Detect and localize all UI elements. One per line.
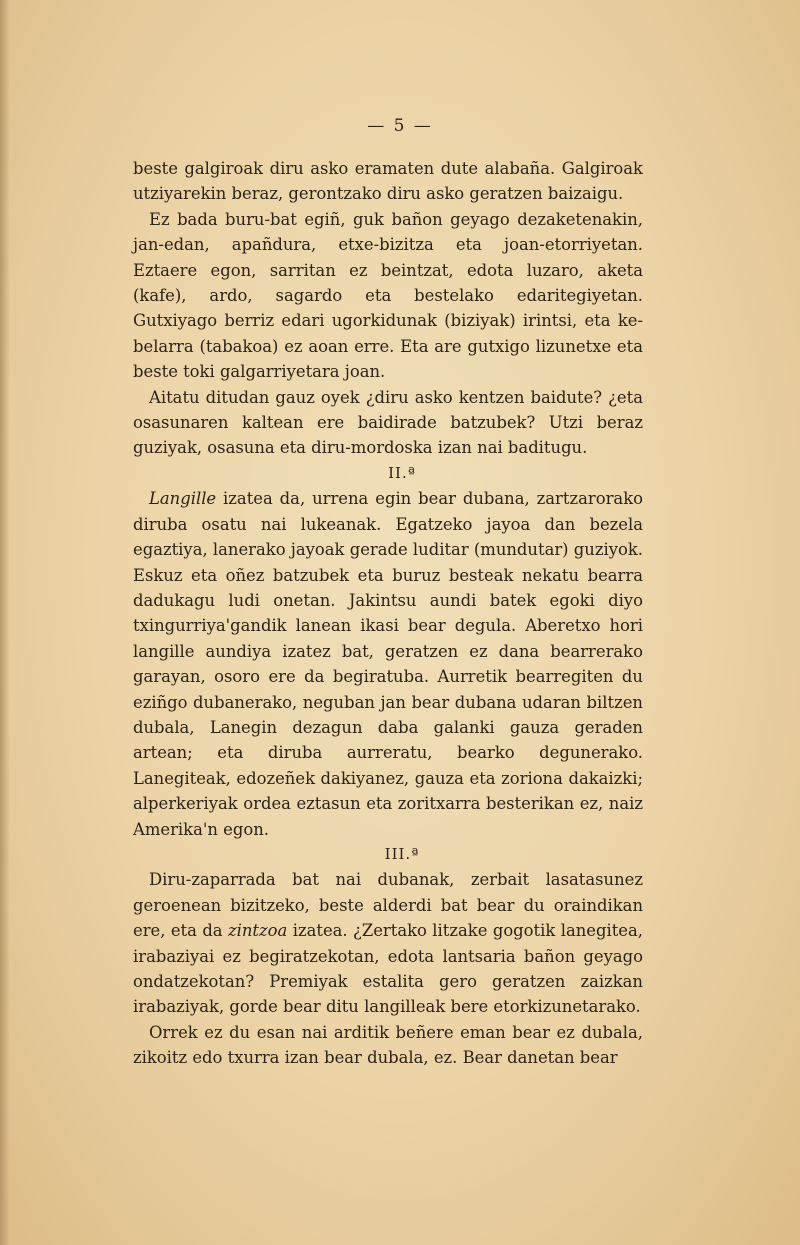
page-number: — 5 —	[367, 116, 433, 136]
paragraph-health: Aitatu ditudan gauz oyek ¿diru asko kentzen baidute? ¿eta osasunaren kaltean ere baidirade batzubek? Utzi beraz guziyak, osasuna eta diru-mordoska izan nai baditugu.	[133, 387, 643, 458]
paragraph-expenses: Ez bada buru-bat egiñ, guk bañon geyago dezaketenakin, jan-edan, apañdura, etxe-bizitza eta joan-etorriyetan. Eztaere egon, sarritan ez beintzat, edota luzaro, aketa (kafe), ardo, sagardo eta bestelako edaritegiyetan. Gutxiyago berriz edari ugorkidunak (biziyak) irintsi, eta ke-belarra (tabakoa) ez aoan erre. Eta are gutxigo lizunetxe eta beste toki galgarriyetara joan.	[133, 209, 643, 382]
section-heading-ii: II.ª	[388, 463, 416, 482]
emphasis-zintzoa: zintzoa	[228, 921, 288, 941]
paragraph-section-iii-2: Orrek ez du esan nai arditik beñere eman bear ez dubala, zikoitz edo txurra izan bear dubala, ez. Bear danetan bear	[133, 1022, 643, 1068]
paragraph-section-ii	[133, 486, 643, 842]
section-iii-text-start: Diru-zaparrada bat nai dubanak, zerbait lasatasunez geroenean bizitzeko, beste alderdi bat bear du oraindikan ere, eta da	[133, 870, 643, 941]
section-ii-text: izatea da, urrena egin bear dubana, zartzarorako diruba osatu nai lukeanak. Egatzeko jayoa dan bezela egaztiya, lanerako jayoak gerade luditar (mundutar) guziyok. Eskuz eta oñez batzubek eta buruz besteak nekatu bearra dadukagu ludi onetan. Jakintsu aundi batek egoki diyo txingurriya'gandik lanean ikasi bear degula. Aberetxo hori langille aundiya izatez bat, geratzen ez dana bearrerako garayan, osoro ere da begiratuba. Aurretik bearregiten du eziñgo dubanerako, neguban jan bear dubana udaran biltzen dubala, Lanegin dezagun daba galanki gauza geraden artean; eta diruba aurreratu, bearko degunerako. Lanegiteak, edozeñek dakiyanez, gauza eta zoriona dakaizki; alperkeriyak ordea eztasun eta zoritxarra besterikan ez, naiz Amerika'n egon.	[133, 489, 643, 839]
page-body	[133, 156, 643, 1071]
paragraph-section-iii-1	[133, 867, 643, 1019]
section-heading-iii: III.ª	[384, 844, 420, 863]
page-left-edge	[0, 0, 10, 1245]
emphasis-langille: Langille	[149, 489, 217, 509]
section-iii-text-end: izatea. ¿Zertako litzake gogotik lanegitea, irabaziyai ez begiratzekotan, edota lantsaria bañon geyago ondatzekotan? Premiyak estalita gero geratzen zaizkan irabaziyak, gorde bear ditu langilleak bere etorkizunetarako.	[133, 921, 643, 1017]
paragraph-continuation: beste galgiroak diru asko eramaten dute alabaña. Galgiroak utziyarekin beraz, gerontzako diru asko geratzen baizaigu.	[133, 159, 643, 204]
